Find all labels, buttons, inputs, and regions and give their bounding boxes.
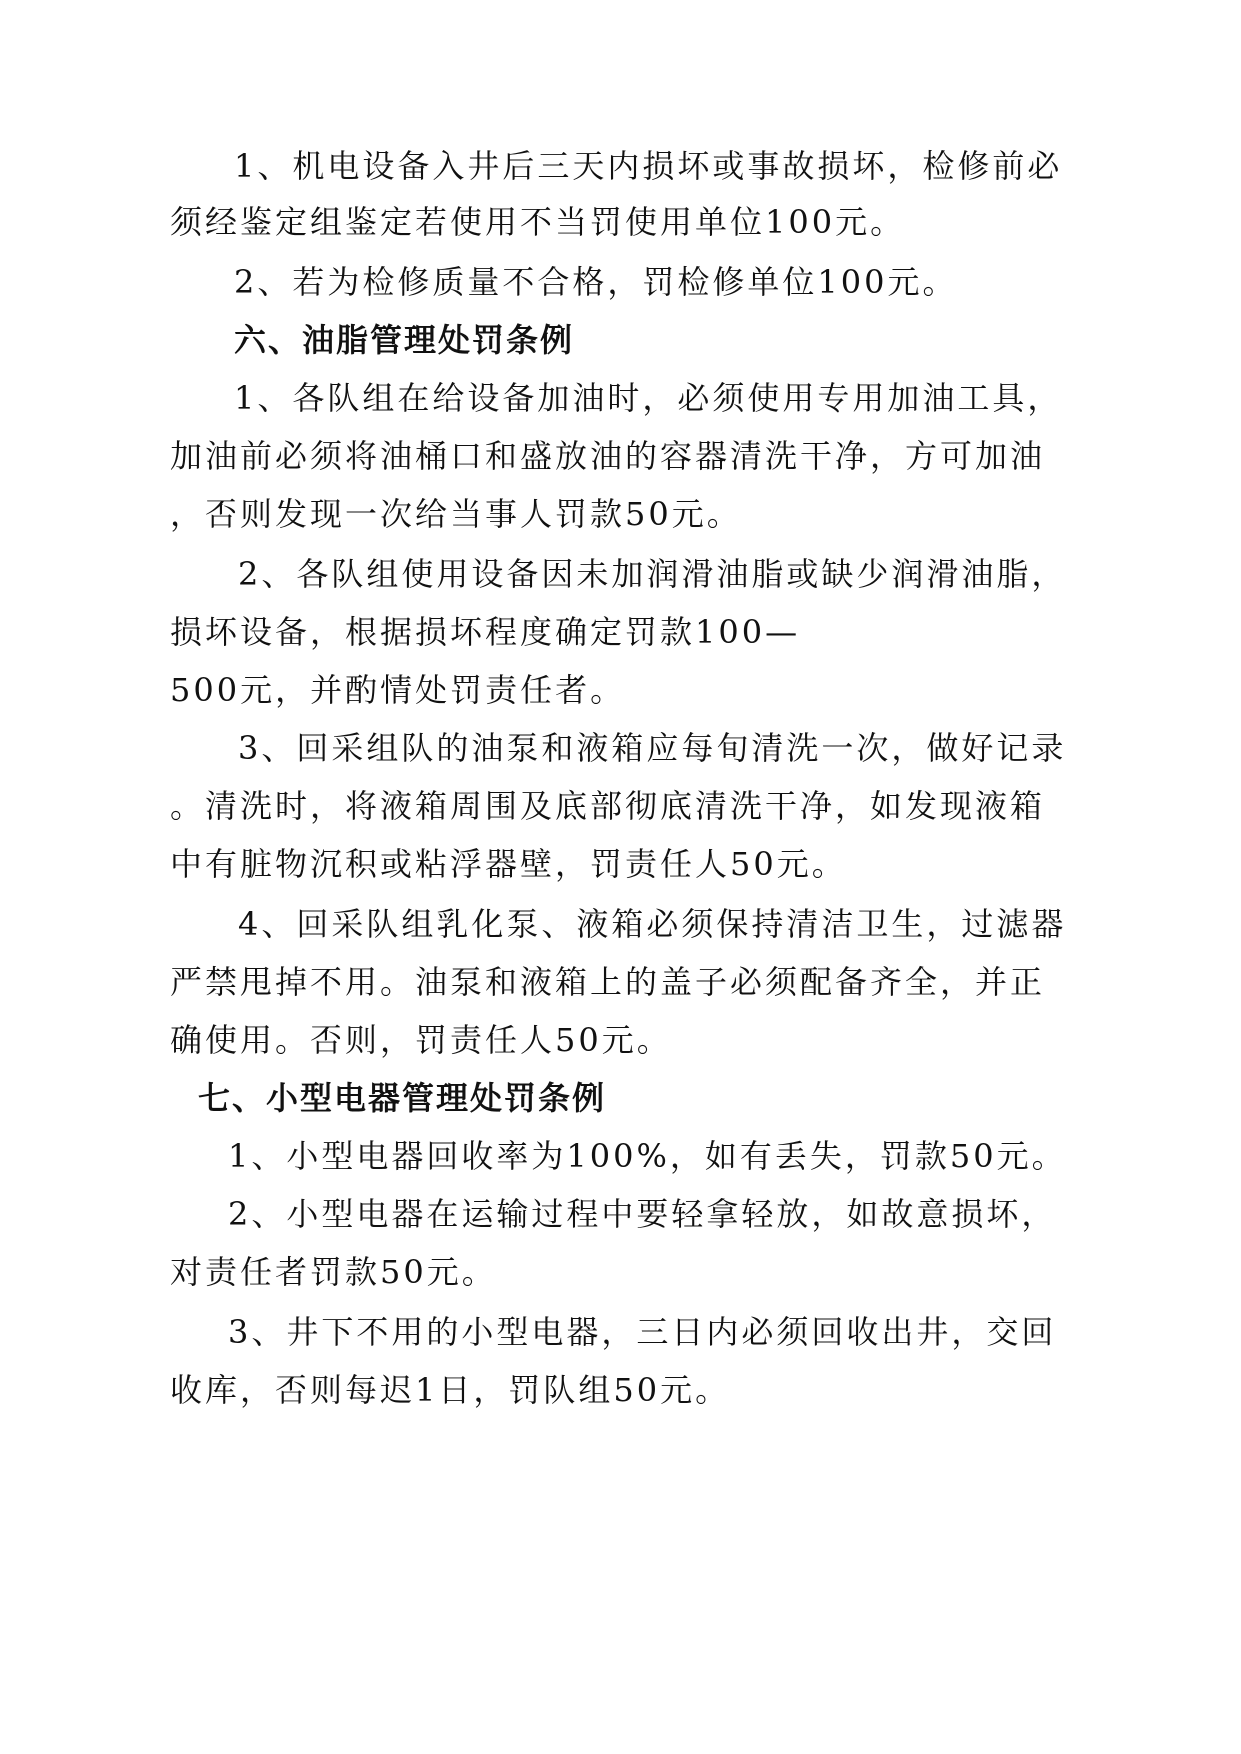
text-line: 损坏设备，根据损坏程度确定罚款100— (170, 613, 801, 651)
text-line: 2、各队组使用设备因未加润滑油脂或缺少润滑油脂， (238, 555, 1067, 593)
text-line: 3、井下不用的小型电器，三日内必须回收出井，交回 (228, 1313, 1057, 1351)
text-line: 对责任者罚款50元。 (170, 1253, 497, 1291)
section-heading: 七、小型电器管理处罚条例 (198, 1079, 607, 1117)
text-line: 确使用。否则，罚责任人50元。 (170, 1021, 672, 1059)
text-line: 严禁甩掉不用。油泵和液箱上的盖子必须配备齐全，并正 (170, 963, 1046, 1001)
text-line: 中有脏物沉积或粘浮器壁，罚责任人50元。 (170, 845, 847, 883)
text-line: 。清洗时，将液箱周围及底部彻底清洗干净，如发现液箱 (170, 787, 1046, 825)
text-line: 1、各队组在给设备加油时，必须使用专用加油工具， (234, 379, 1063, 417)
text-line: 须经鉴定组鉴定若使用不当罚使用单位100元。 (170, 203, 906, 241)
text-line: 1、小型电器回收率为100%，如有丢失，罚款50元。 (228, 1137, 1067, 1175)
text-line: ，否则发现一次给当事人罚款50元。 (170, 495, 742, 533)
text-line: 1、机电设备入井后三天内损坏或事故损坏，检修前必 (234, 147, 1063, 185)
section-heading: 六、油脂管理处罚条例 (234, 321, 575, 359)
text-line: 收库，否则每迟1日，罚队组50元。 (170, 1371, 731, 1409)
text-line: 2、若为检修质量不合格，罚检修单位100元。 (234, 263, 958, 301)
text-line: 加油前必须将油桶口和盛放油的容器清洗干净，方可加油 (170, 437, 1046, 475)
text-line: 500元，并酌情处罚责任者。 (170, 671, 626, 709)
text-line: 4、回采队组乳化泵、液箱必须保持清洁卫生，过滤器 (238, 905, 1067, 943)
text-line: 3、回采组队的油泵和液箱应每旬清洗一次，做好记录 (238, 729, 1067, 767)
text-line: 2、小型电器在运输过程中要轻拿轻放，如故意损坏， (228, 1195, 1057, 1233)
